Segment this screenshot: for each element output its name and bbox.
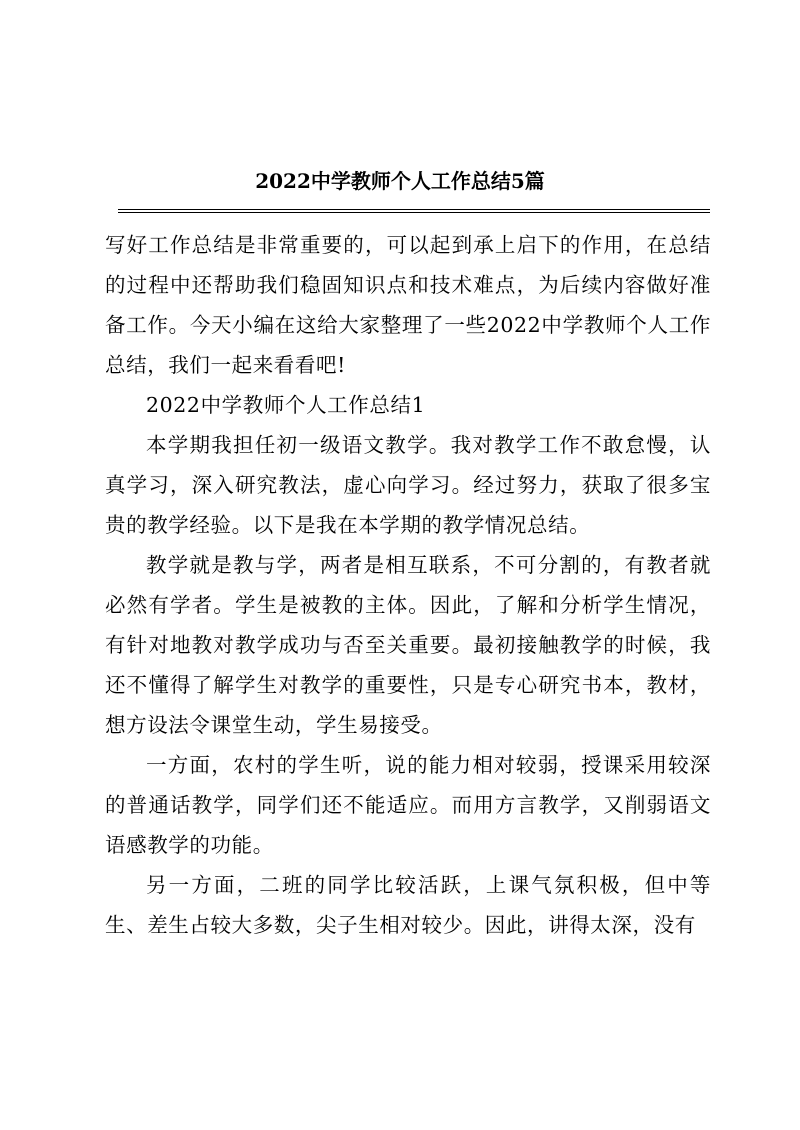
body-paragraph: 本学期我担任初一级语文教学。我对教学工作不敢怠慢，认真学习，深入研究教法，虚心向学习。经过努力，获取了很多宝贵的教学经验。以下是我在本学期的教学情况总结。: [105, 433, 711, 537]
document-body: [105, 225, 711, 945]
body-paragraph: 一方面，农村的学生听，说的能力相对较弱，授课采用较深的普通话教学，同学们还不能适应。而用方言教学，又削弱语文语感教学的功能。: [105, 753, 711, 857]
section-heading: 2022中学教师个人工作总结1: [146, 393, 426, 417]
intro-paragraph: 写好工作总结是非常重要的，可以起到承上启下的作用，在总结的过程中还帮助我们稳固知识点和技术难点，为后续内容做好准备工作。今天小编在这给大家整理了一些2022中学教师个人工作总结，我们一起来看看吧!: [105, 233, 711, 377]
body-paragraph: 另一方面，二班的同学比较活跃，上课气氛积极，但中等生、差生占较大多数，尖子生相对较少。因此，讲得太深，没有: [105, 873, 711, 937]
document-title: 2022中学教师个人工作总结5篇: [255, 169, 545, 193]
body-paragraph: 教学就是教与学，两者是相互联系，不可分割的，有教者就必然有学者。学生是被教的主体。因此，了解和分析学生情况，有针对地教对教学成功与否至关重要。最初接触教学的时候，我还不懂得了解学生对教学的重要性，只是专心研究书本，教材，想方设法令课堂生动，学生易接受。: [105, 553, 711, 737]
title-divider: [118, 209, 710, 213]
